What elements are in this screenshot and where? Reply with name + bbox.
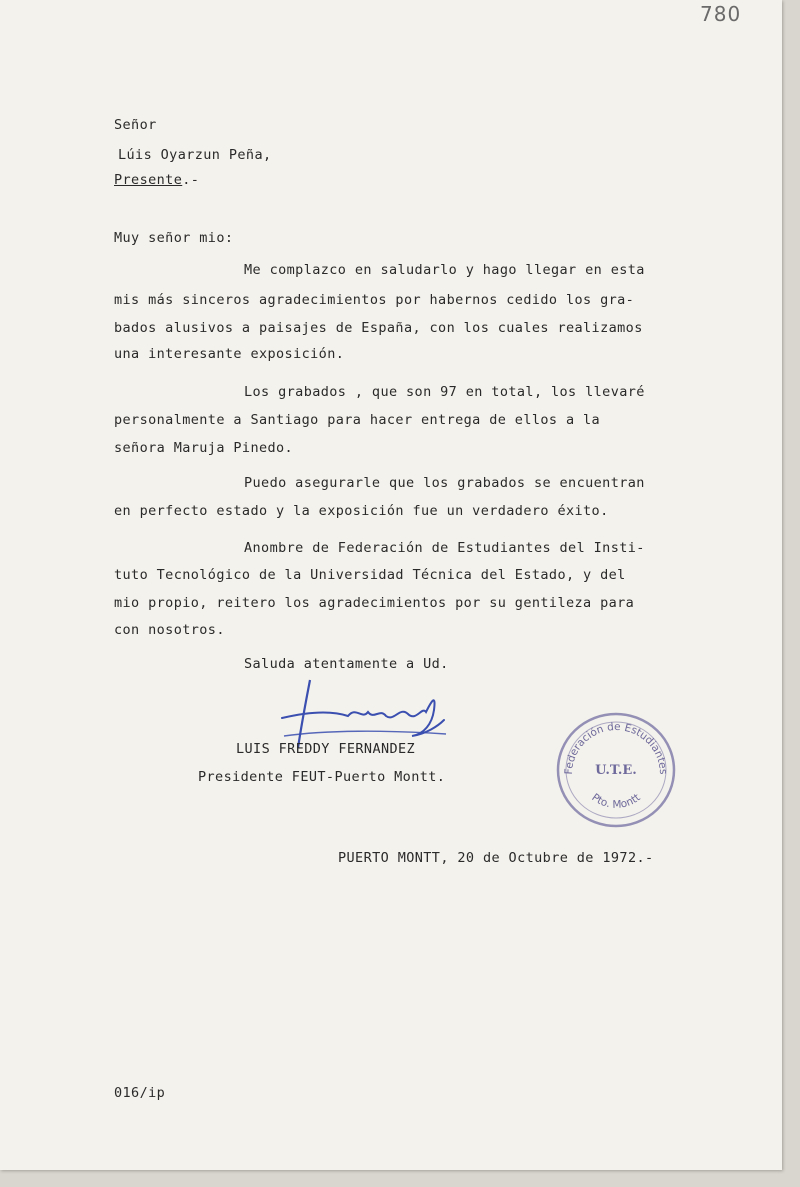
paragraph-line: Puedo asegurarle que los grabados se encuentran xyxy=(244,475,645,491)
recipient-name: Lúis Oyarzun Peña, xyxy=(118,147,272,163)
presente-suffix: .- xyxy=(182,172,200,188)
federation-seal-stamp xyxy=(554,708,678,832)
seal-bottom-text: Pto. Montt xyxy=(589,791,643,811)
seal-center-text: U.T.E. xyxy=(595,763,637,778)
seal-ring-text: Federación de Estudiantes xyxy=(562,720,670,775)
presente-line xyxy=(114,172,199,188)
signer-title: Presidente FEUT-Puerto Montt. xyxy=(198,769,446,785)
paragraph-line: con nosotros. xyxy=(114,622,225,638)
date-line: PUERTO MONTT, 20 de Octubre de 1972.- xyxy=(338,850,654,866)
paragraph-line: Me complazco en saludarlo y hago llegar en esta xyxy=(244,262,645,278)
presente-word: Presente xyxy=(114,172,183,188)
paragraph-line: Los grabados , que son 97 en total, los llevaré xyxy=(244,384,645,400)
paragraph-line: señora Maruja Pinedo. xyxy=(114,440,294,456)
archive-number: 780 xyxy=(700,2,742,26)
closing: Saluda atentamente a Ud. xyxy=(244,656,449,672)
signer-name: LUIS FREDDY FERNANDEZ xyxy=(236,741,416,757)
paragraph-line: mio propio, reitero los agradecimientos por su gentileza para xyxy=(114,595,635,611)
salutation-title: Señor xyxy=(114,117,157,133)
paragraph-line: personalmente a Santiago para hacer entrega de ellos a la xyxy=(114,412,601,428)
reference-code: 016/ip xyxy=(114,1085,166,1101)
paragraph-line: una interesante exposición. xyxy=(114,346,345,362)
paragraph-line: en perfecto estado y la exposición fue un verdadero éxito. xyxy=(114,503,609,519)
paragraph-line: mis más sinceros agradecimientos por habernos cedido los gra- xyxy=(114,292,635,308)
paragraph-line: bados alusivos a paisajes de España, con los cuales realizamos xyxy=(114,320,643,336)
greeting: Muy señor mio: xyxy=(114,230,234,246)
paragraph-line: Anombre de Federación de Estudiantes del Insti- xyxy=(244,540,645,556)
paragraph-line: tuto Tecnológico de la Universidad Técnica del Estado, y del xyxy=(114,567,626,583)
